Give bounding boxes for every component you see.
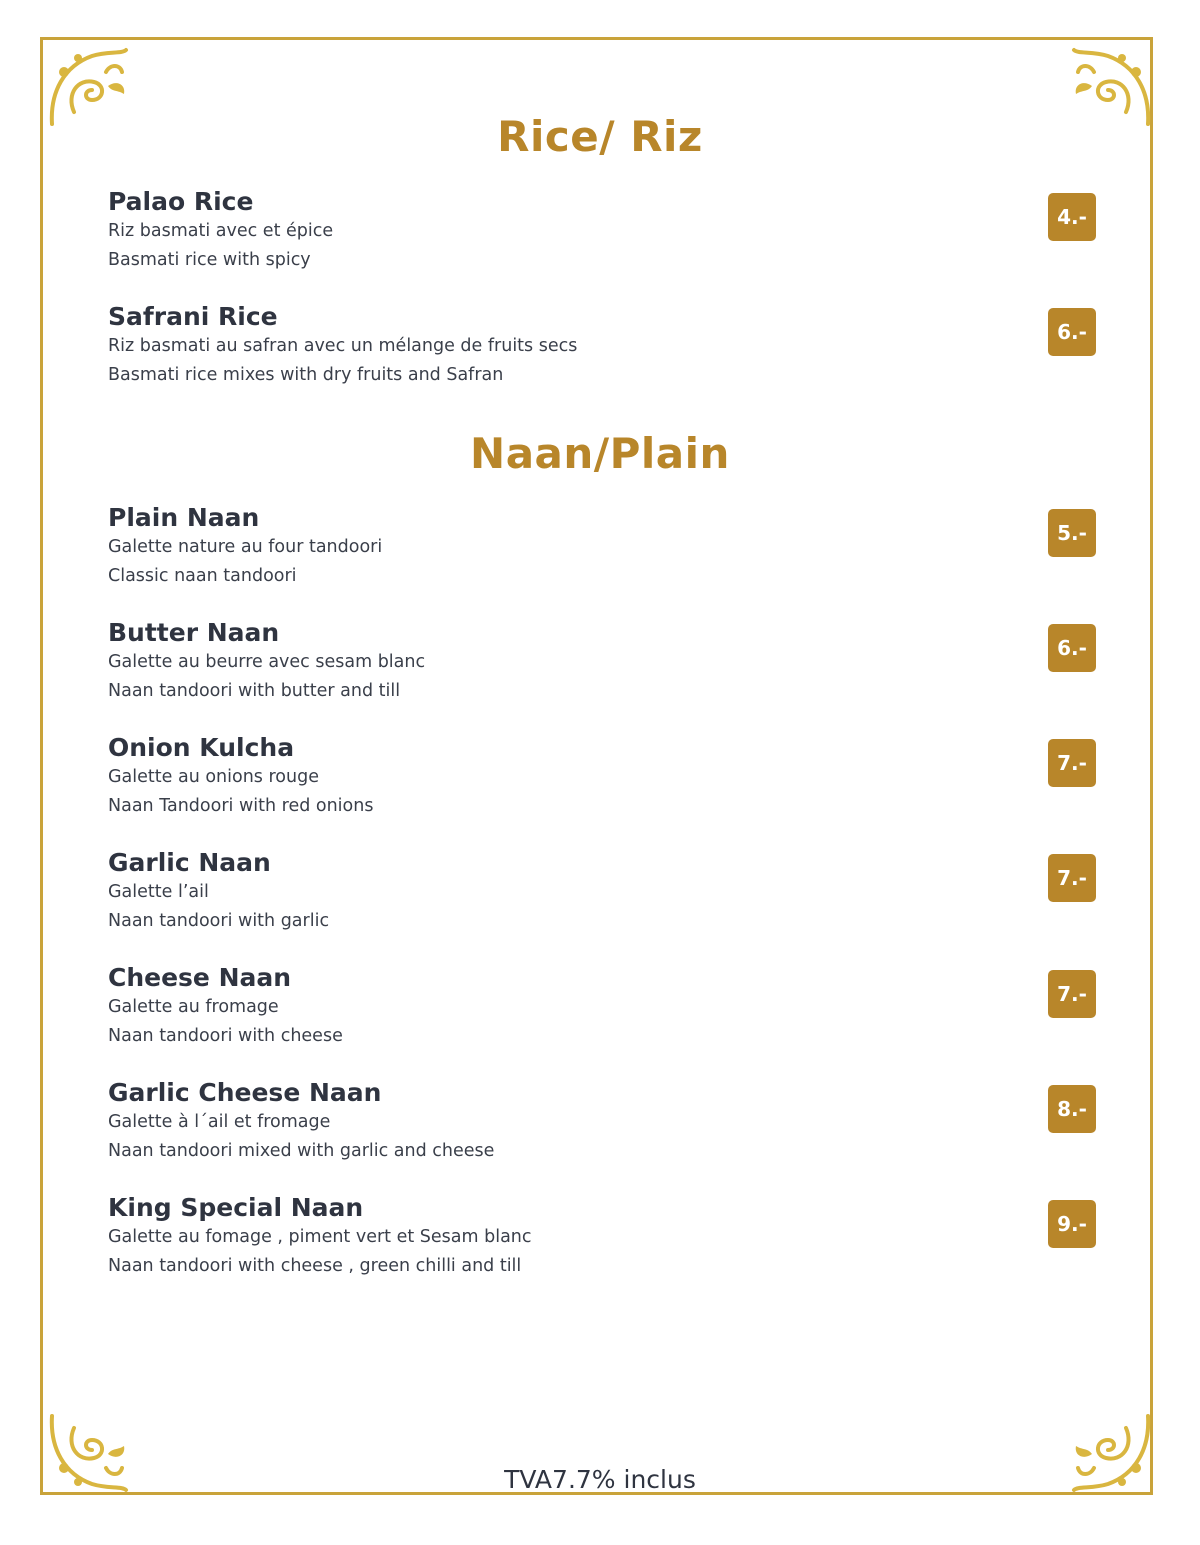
item-name: Cheese Naan (108, 963, 292, 992)
item-name: Garlic Cheese Naan (108, 1078, 382, 1107)
item-name: King Special Naan (108, 1193, 364, 1222)
item-name: Plain Naan (108, 503, 260, 532)
price-badge: 8.- (1048, 1085, 1096, 1133)
price-badge: 5.- (1048, 509, 1096, 557)
item-description-fr: Riz basmati avec et épice (108, 221, 334, 241)
item-name: Safrani Rice (108, 302, 278, 331)
item-name: Onion Kulcha (108, 733, 295, 762)
item-description-en: Naan Tandoori with red onions (108, 796, 374, 816)
menu-item-palao-rice (108, 187, 1108, 275)
item-description-fr: Galette au fomage , piment vert et Sesam blanc (108, 1227, 532, 1247)
item-description-en: Naan tandoori with cheese (108, 1026, 343, 1046)
menu-item-garlic-cheese-naan (108, 1078, 1108, 1166)
item-description-en: Basmati rice with spicy (108, 250, 311, 270)
menu-item-garlic-naan (108, 848, 1108, 936)
item-name: Palao Rice (108, 187, 254, 216)
price-badge: 4.- (1048, 193, 1096, 241)
item-description-en: Naan tandoori with garlic (108, 911, 330, 931)
price-badge: 9.- (1048, 1200, 1096, 1248)
item-description-en: Classic naan tandoori (108, 566, 297, 586)
item-name: Butter Naan (108, 618, 280, 647)
item-description-fr: Galette l’ail (108, 882, 209, 902)
item-description-en: Basmati rice mixes with dry fruits and Safran (108, 365, 504, 385)
item-description-en: Naan tandoori with butter and till (108, 681, 401, 701)
price-badge: 7.- (1048, 970, 1096, 1018)
item-description-en: Naan tandoori with cheese , green chilli and till (108, 1256, 522, 1276)
menu-item-safrani-rice (108, 302, 1108, 390)
price-badge: 6.- (1048, 308, 1096, 356)
menu-item-onion-kulcha (108, 733, 1108, 821)
item-description-fr: Galette au fromage (108, 997, 279, 1017)
menu-item-plain-naan (108, 503, 1108, 591)
item-description-fr: Galette au beurre avec sesam blanc (108, 652, 426, 672)
section-title-rice: Rice/ Riz (497, 112, 703, 161)
item-description-fr: Galette au onions rouge (108, 767, 319, 787)
menu-item-king-special-naan (108, 1193, 1108, 1281)
item-description-fr: Galette nature au four tandoori (108, 537, 383, 557)
item-description-fr: Galette à l´ail et fromage (108, 1112, 331, 1132)
price-badge: 6.- (1048, 624, 1096, 672)
vat-note: TVA7.7% inclus (504, 1465, 696, 1494)
menu-item-butter-naan (108, 618, 1108, 706)
price-badge: 7.- (1048, 854, 1096, 902)
menu-item-cheese-naan (108, 963, 1108, 1051)
section-title-naan: Naan/Plain (470, 429, 730, 478)
item-name: Garlic Naan (108, 848, 271, 877)
item-description-fr: Riz basmati au safran avec un mélange de fruits secs (108, 336, 578, 356)
price-badge: 7.- (1048, 739, 1096, 787)
item-description-en: Naan tandoori mixed with garlic and cheese (108, 1141, 495, 1161)
